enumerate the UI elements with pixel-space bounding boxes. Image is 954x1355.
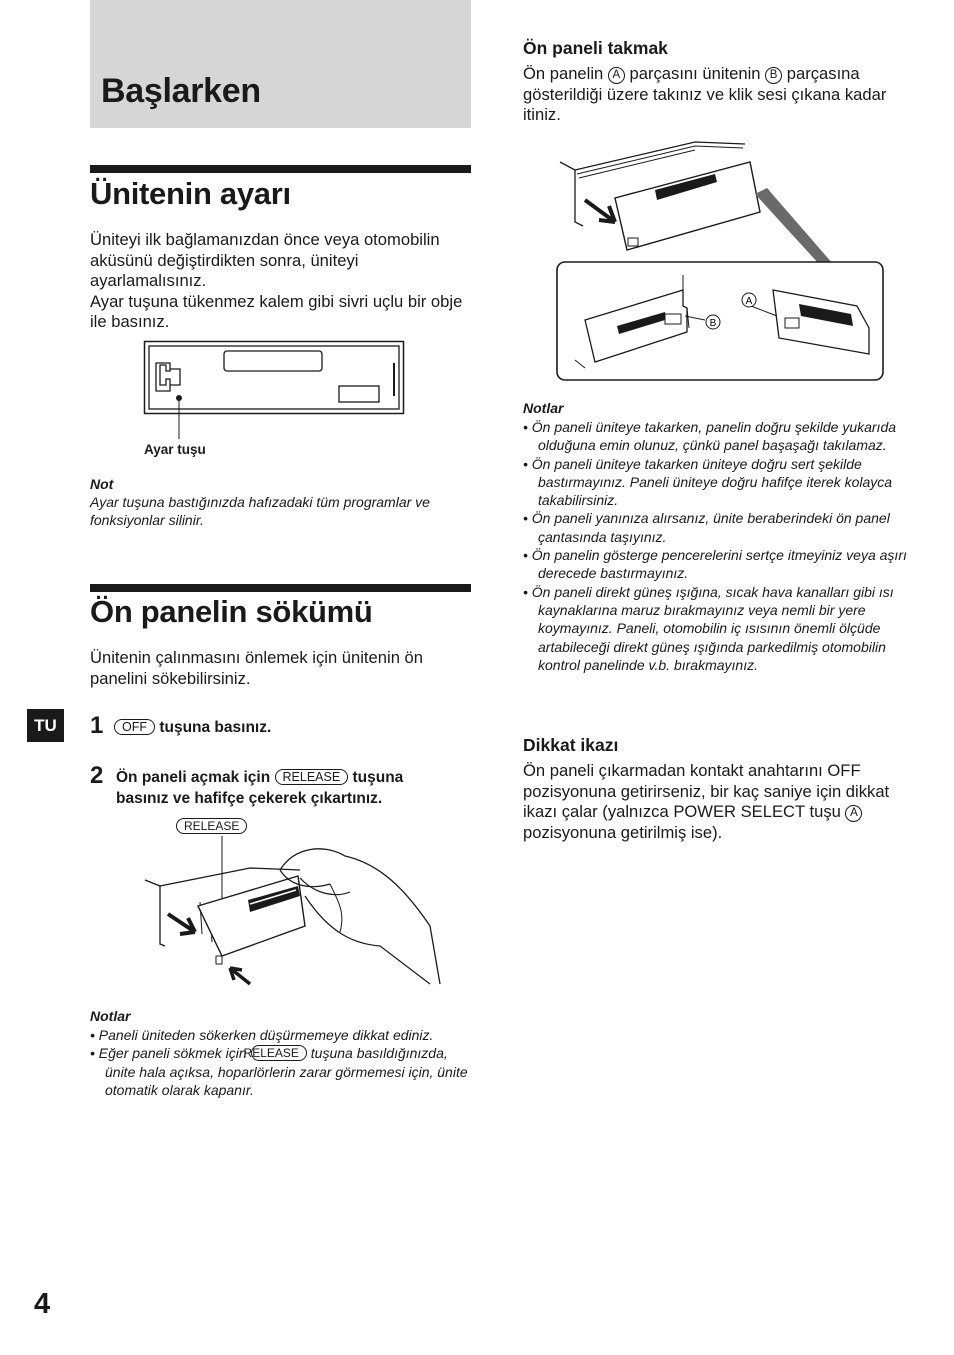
figure-marker-a: A: [745, 296, 753, 307]
caution-heading: Dikkat ikazı: [523, 735, 619, 755]
attach-notes: [523, 418, 908, 674]
release-key: RELEASE: [275, 769, 349, 785]
step-2-text: Ön paneli açmak için RELEASE tuşuna basınız ve hafifçe çekerek çıkartınız.: [116, 769, 404, 807]
caution-para: Ön paneli çıkarmadan kontakt anahtarını OFF pozisyonuna getirirseniz, bir kaç saniye için dikkat ikazı çalar (yalnızca POWER SELECT tuşu A pozisyonuna getirilmiş ise).: [523, 761, 890, 842]
attach-heading: Ön paneli takmak: [523, 38, 668, 58]
part-a-marker: A: [608, 67, 625, 84]
power-select-a-marker: A: [845, 805, 862, 822]
setup-note-text: Ayar tuşuna bastığınızda hafızadaki tüm programlar ve fonksiyonlar silinir.: [90, 494, 430, 529]
attach-note-3: • Ön paneli yanınıza alırsanız, ünite beraberindeki ön panel çantasında taşıyınız.: [523, 510, 890, 545]
setup-note-heading: Not: [90, 476, 114, 492]
setup-para2: Ayar tuşuna tükenmez kalem gibi sivri uçlu bir obje ile basınız.: [90, 291, 463, 331]
release-figure-label: RELEASE: [176, 818, 247, 836]
reset-button-figure: [144, 341, 406, 445]
step-1-number: 1: [90, 712, 104, 739]
attach-note-5: • Ön paneli direkt güneş ışığına, sıcak hava kanalları gibi ısı kaynaklarına maruz bırakmayınız veya nemli bir yere koymayınız. Paneli, otomobilin iç ısısının önemli ölçüde artabileceği direkt güneş ışığında parkedilmiş otomobilin kontrol panelinde v.b. bırakmayınız.: [523, 583, 894, 673]
removal-notes: [90, 1026, 471, 1099]
step-1-text: OFF tuşuna basınız.: [114, 718, 471, 739]
page-number: 4: [34, 1288, 51, 1320]
removal-para: Ünitenin çalınmasını önlemek için ünitenin ön panelini sökebilirsiniz.: [90, 648, 423, 688]
language-tab: TU: [27, 709, 64, 742]
step-2-number: 2: [90, 762, 104, 789]
title-banner: [90, 0, 471, 128]
attach-notes-heading: Notlar: [523, 400, 564, 416]
section-rule: [90, 165, 471, 173]
attach-note-2: • Ön paneli üniteye takarken üniteye doğru sert şekilde bastırmayınız. Paneli üniteye doğru hafifçe iterek kolayca takabilirsiniz.: [523, 455, 893, 509]
figure-marker-b: B: [709, 318, 717, 329]
attach-note-4: • Ön panelin gösterge pencerelerini sertçe itmeyiniz veya aşırı derecede bastırmayınız.: [523, 547, 907, 582]
removal-heading: Ön panelin sökümü: [90, 594, 373, 629]
removal-note-2: • Eğer paneli sökmek için RELEASE tuşuna basıldığınızda, ünite hala açıksa, hoparlörlerin zarar görmemesi için, ünite otomatik olarak kapanır.: [90, 1045, 468, 1098]
panel-attach-illustration: [555, 130, 890, 385]
attach-para: Ön panelin A parçasını ünitenin B parçasına gösterildiği üzere takınız ve klik sesi çıkana kadar itiniz.: [523, 64, 887, 124]
page-title: Başlarken: [101, 72, 261, 110]
part-b-marker: B: [765, 67, 782, 84]
section-rule: [90, 584, 471, 592]
setup-body: [90, 230, 471, 333]
removal-notes-heading: Notlar: [90, 1008, 131, 1024]
setup-para1: Üniteyi ilk bağlamanızdan önce veya otomobilin aküsünü değiştirdikten sonra, üniteyi ayarlamalısınız.: [90, 230, 440, 290]
panel-removal-illustration: [140, 834, 450, 994]
attach-note-1: • Ön paneli üniteye takarken, panelin doğru şekilde yukarıda olduğuna emin olunuz, çünkü panel başaşağı takılamaz.: [523, 419, 897, 454]
reset-label: Ayar tuşu: [144, 442, 206, 457]
setup-heading: Ünitenin ayarı: [90, 176, 291, 211]
removal-note-1: • Paneli üniteden sökerken düşürmemeye dikkat ediniz.: [90, 1027, 434, 1043]
off-key: OFF: [114, 719, 155, 735]
